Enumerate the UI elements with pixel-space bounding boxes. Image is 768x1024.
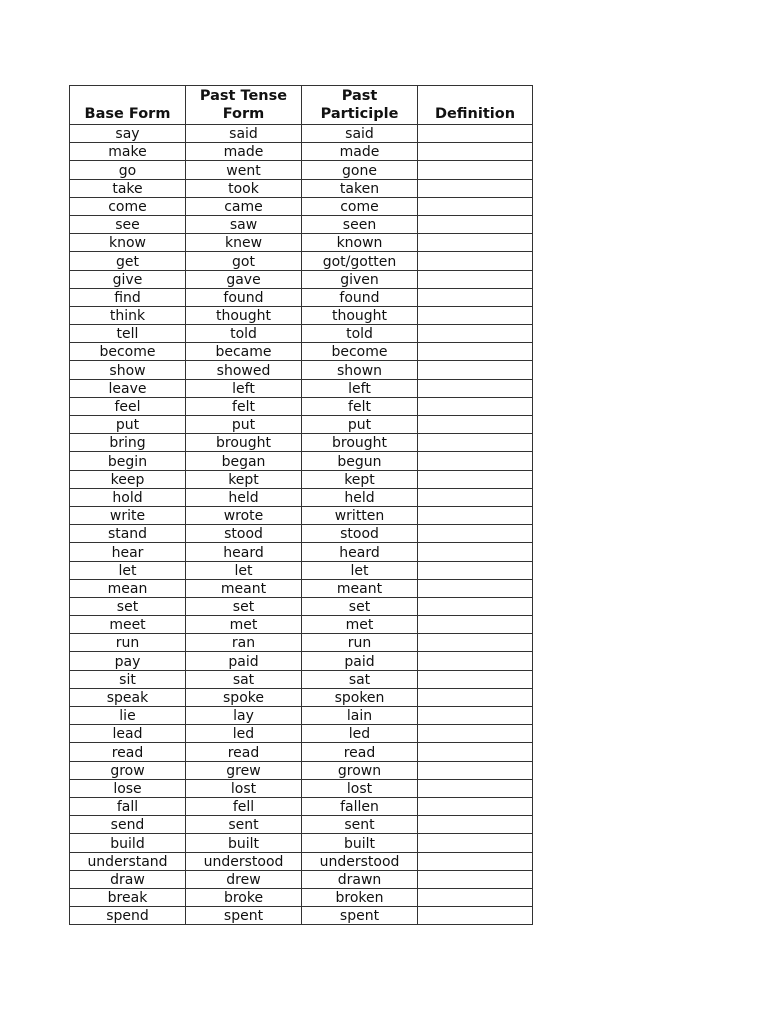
base-form-cell: build [70,834,186,852]
past-tense-cell: began [186,452,302,470]
past-tense-cell: sat [186,670,302,688]
base-form-cell: spend [70,907,186,925]
past-participle-cell: drawn [302,870,418,888]
header-base-form: Base Form [70,86,186,125]
table-row [70,252,533,270]
base-form-cell: become [70,343,186,361]
past-participle-cell: fallen [302,797,418,815]
base-form-cell: find [70,288,186,306]
base-form-cell: begin [70,452,186,470]
table-row [70,288,533,306]
definition-cell [418,797,533,815]
past-participle-cell: let [302,561,418,579]
table-row [70,306,533,324]
past-tense-cell: stood [186,525,302,543]
past-tense-cell: lay [186,707,302,725]
table-row [70,361,533,379]
base-form-cell: lose [70,779,186,797]
past-participle-cell: come [302,197,418,215]
past-participle-cell: grown [302,761,418,779]
table-row [70,634,533,652]
past-tense-cell: saw [186,215,302,233]
definition-cell [418,452,533,470]
past-participle-cell: put [302,416,418,434]
past-tense-cell: came [186,197,302,215]
table-row [70,343,533,361]
base-form-cell: go [70,161,186,179]
definition-cell [418,579,533,597]
base-form-cell: keep [70,470,186,488]
past-participle-cell: meant [302,579,418,597]
past-participle-cell: said [302,125,418,143]
past-participle-cell: sent [302,816,418,834]
table-row [70,416,533,434]
definition-cell [418,634,533,652]
past-participle-cell: set [302,597,418,615]
table-row [70,743,533,761]
table-row [70,525,533,543]
table-row [70,707,533,725]
base-form-cell: get [70,252,186,270]
table-row [70,561,533,579]
table-row [70,397,533,415]
past-participle-cell: understood [302,852,418,870]
base-form-cell: take [70,179,186,197]
table-row [70,688,533,706]
past-tense-cell: showed [186,361,302,379]
definition-cell [418,652,533,670]
past-participle-cell: stood [302,525,418,543]
table-row [70,270,533,288]
base-form-cell: run [70,634,186,652]
table-row [70,725,533,743]
past-tense-cell: wrote [186,506,302,524]
definition-cell [418,816,533,834]
table-row [70,234,533,252]
base-form-cell: draw [70,870,186,888]
definition-cell [418,597,533,615]
past-tense-cell: got [186,252,302,270]
definition-cell [418,379,533,397]
definition-cell [418,707,533,725]
past-tense-cell: sent [186,816,302,834]
past-participle-cell: found [302,288,418,306]
past-tense-cell: broke [186,888,302,906]
past-tense-cell: lost [186,779,302,797]
table-row [70,143,533,161]
past-tense-cell: went [186,161,302,179]
definition-cell [418,470,533,488]
past-participle-cell: kept [302,470,418,488]
base-form-cell: speak [70,688,186,706]
past-participle-cell: given [302,270,418,288]
table-row [70,125,533,143]
past-participle-cell: broken [302,888,418,906]
past-tense-cell: spoke [186,688,302,706]
past-participle-cell: left [302,379,418,397]
table-row [70,652,533,670]
definition-cell [418,488,533,506]
table-row [70,834,533,852]
header-definition: Definition [418,86,533,125]
table-row [70,616,533,634]
definition-cell [418,543,533,561]
table-row [70,470,533,488]
base-form-cell: fall [70,797,186,815]
definition-cell [418,525,533,543]
past-participle-cell: become [302,343,418,361]
base-form-cell: lead [70,725,186,743]
past-tense-cell: spent [186,907,302,925]
table-row [70,852,533,870]
past-tense-cell: meant [186,579,302,597]
past-participle-cell: held [302,488,418,506]
definition-cell [418,434,533,452]
definition-cell [418,907,533,925]
definition-cell [418,343,533,361]
past-participle-cell: run [302,634,418,652]
definition-cell [418,725,533,743]
past-tense-cell: met [186,616,302,634]
base-form-cell: put [70,416,186,434]
table-row [70,543,533,561]
past-participle-cell: lain [302,707,418,725]
table-row [70,888,533,906]
past-tense-cell: led [186,725,302,743]
past-tense-cell: read [186,743,302,761]
past-participle-cell: begun [302,452,418,470]
base-form-cell: think [70,306,186,324]
definition-cell [418,870,533,888]
past-tense-cell: thought [186,306,302,324]
past-tense-cell: let [186,561,302,579]
base-form-cell: set [70,597,186,615]
base-form-cell: mean [70,579,186,597]
table-row [70,779,533,797]
definition-cell [418,852,533,870]
table-row [70,197,533,215]
past-participle-cell: heard [302,543,418,561]
base-form-cell: give [70,270,186,288]
past-participle-cell: shown [302,361,418,379]
past-tense-cell: left [186,379,302,397]
definition-cell [418,306,533,324]
definition-cell [418,125,533,143]
past-participle-cell: got/gotten [302,252,418,270]
base-form-cell: pay [70,652,186,670]
past-tense-cell: took [186,179,302,197]
past-participle-cell: met [302,616,418,634]
definition-cell [418,215,533,233]
past-tense-cell: brought [186,434,302,452]
irregular-verbs-table [69,85,533,925]
base-form-cell: see [70,215,186,233]
base-form-cell: bring [70,434,186,452]
table-row [70,325,533,343]
table-body [70,125,533,925]
past-tense-cell: set [186,597,302,615]
past-tense-cell: knew [186,234,302,252]
base-form-cell: let [70,561,186,579]
definition-cell [418,616,533,634]
definition-cell [418,743,533,761]
table-row [70,907,533,925]
definition-cell [418,179,533,197]
definition-cell [418,397,533,415]
definition-cell [418,834,533,852]
base-form-cell: hold [70,488,186,506]
header-past-tense-form: Past Tense Form [186,86,302,125]
past-participle-cell: written [302,506,418,524]
past-participle-cell: thought [302,306,418,324]
past-tense-cell: heard [186,543,302,561]
past-tense-cell: became [186,343,302,361]
base-form-cell: show [70,361,186,379]
definition-cell [418,234,533,252]
table-row [70,870,533,888]
definition-cell [418,888,533,906]
definition-cell [418,506,533,524]
past-tense-cell: kept [186,470,302,488]
base-form-cell: meet [70,616,186,634]
table-row [70,816,533,834]
table-row [70,670,533,688]
past-tense-cell: grew [186,761,302,779]
definition-cell [418,161,533,179]
past-participle-cell: lost [302,779,418,797]
definition-cell [418,325,533,343]
past-participle-cell: sat [302,670,418,688]
base-form-cell: write [70,506,186,524]
table-row [70,488,533,506]
table-row [70,452,533,470]
base-form-cell: grow [70,761,186,779]
definition-cell [418,761,533,779]
past-tense-cell: fell [186,797,302,815]
definition-cell [418,143,533,161]
past-participle-cell: gone [302,161,418,179]
definition-cell [418,779,533,797]
table-row [70,215,533,233]
base-form-cell: stand [70,525,186,543]
table-row [70,597,533,615]
past-tense-cell: made [186,143,302,161]
base-form-cell: leave [70,379,186,397]
base-form-cell: break [70,888,186,906]
base-form-cell: lie [70,707,186,725]
past-participle-cell: seen [302,215,418,233]
base-form-cell: understand [70,852,186,870]
definition-cell [418,361,533,379]
past-tense-cell: understood [186,852,302,870]
past-tense-cell: held [186,488,302,506]
definition-cell [418,670,533,688]
definition-cell [418,252,533,270]
definition-cell [418,197,533,215]
past-participle-cell: brought [302,434,418,452]
table-row [70,797,533,815]
past-tense-cell: told [186,325,302,343]
table-row [70,761,533,779]
past-tense-cell: ran [186,634,302,652]
base-form-cell: feel [70,397,186,415]
table-row [70,161,533,179]
past-participle-cell: paid [302,652,418,670]
header-row [70,86,533,125]
table-row [70,506,533,524]
past-participle-cell: told [302,325,418,343]
past-tense-cell: put [186,416,302,434]
definition-cell [418,688,533,706]
table-row [70,379,533,397]
past-participle-cell: led [302,725,418,743]
table-row [70,179,533,197]
base-form-cell: tell [70,325,186,343]
base-form-cell: make [70,143,186,161]
past-tense-cell: built [186,834,302,852]
past-tense-cell: drew [186,870,302,888]
base-form-cell: say [70,125,186,143]
past-participle-cell: built [302,834,418,852]
base-form-cell: know [70,234,186,252]
past-tense-cell: said [186,125,302,143]
definition-cell [418,270,533,288]
definition-cell [418,288,533,306]
past-tense-cell: gave [186,270,302,288]
base-form-cell: send [70,816,186,834]
definition-cell [418,561,533,579]
base-form-cell: hear [70,543,186,561]
past-tense-cell: found [186,288,302,306]
base-form-cell: come [70,197,186,215]
base-form-cell: sit [70,670,186,688]
table-row [70,434,533,452]
past-participle-cell: spoken [302,688,418,706]
past-participle-cell: read [302,743,418,761]
header-past-participle: Past Participle [302,86,418,125]
past-tense-cell: paid [186,652,302,670]
base-form-cell: read [70,743,186,761]
past-tense-cell: felt [186,397,302,415]
past-participle-cell: made [302,143,418,161]
table-row [70,579,533,597]
definition-cell [418,416,533,434]
past-participle-cell: known [302,234,418,252]
past-participle-cell: taken [302,179,418,197]
past-participle-cell: felt [302,397,418,415]
past-participle-cell: spent [302,907,418,925]
